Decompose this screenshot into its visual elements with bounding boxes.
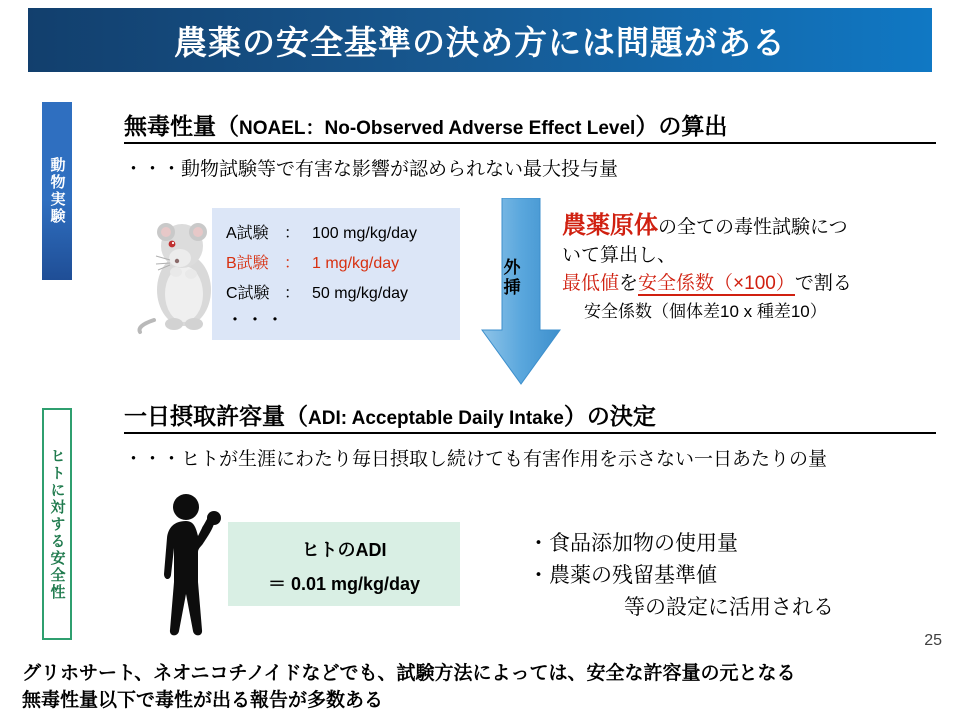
test-value: 50 mg/kg/day <box>312 285 409 302</box>
explanation-line3-post: で割る <box>794 273 852 294</box>
test-label: A試験 <box>226 225 269 242</box>
adi-heading <box>124 398 656 431</box>
explanation-line1-rest: の全ての毒性試験につ <box>658 217 848 238</box>
sidebar-tab-human-safety <box>42 408 72 640</box>
list-item: 等の設定に活用される <box>624 596 834 619</box>
test-more-indicator: ・・・ <box>226 310 286 330</box>
table-row <box>226 220 417 243</box>
test-colon: ： <box>284 255 301 272</box>
test-colon: ： <box>284 285 301 302</box>
noael-heading-post: ）の算出 <box>635 113 728 139</box>
extrapolation-label-line1: 外 <box>503 258 521 277</box>
noael-subtitle: ・・・動物試験等で有害な影響が認められない最大投与量 <box>124 159 619 180</box>
sidebar-tab-human-label: ヒトに対する安全性 <box>48 447 66 601</box>
sidebar-tab-animal-experiment <box>42 102 72 280</box>
test-value: 100 mg/kg/day <box>312 225 417 242</box>
explanation-safety-factor-detail: 安全係数（個体差10 x 種差10） <box>584 302 827 321</box>
test-colon: ： <box>284 225 301 242</box>
human-silhouette-icon <box>146 490 238 638</box>
animal-test-results-box <box>212 208 460 340</box>
slide-title-bar <box>28 8 932 72</box>
adi-heading-post: ）の決定 <box>563 403 656 429</box>
human-adi-title: ヒトのADI <box>301 540 387 560</box>
noael-heading-pre: 無毒性量（ <box>124 113 239 139</box>
noael-heading-en: NOAEL：No-Observed Adverse Effect Level <box>239 118 636 139</box>
human-adi-value: ＝ 0.01 mg/kg/day <box>267 574 421 594</box>
footer-note <box>22 660 942 714</box>
noael-heading-underline <box>124 142 936 144</box>
noael-heading <box>124 108 727 141</box>
extrapolation-label-line2: 挿 <box>503 278 521 297</box>
table-row <box>226 250 399 273</box>
list-item: ・農薬の残留基準値 <box>528 564 717 587</box>
page-number: 25 <box>924 632 942 649</box>
explanation-line3-mid: を <box>619 273 639 294</box>
adi-heading-en: ADI: Acceptable Daily Intake <box>308 408 564 429</box>
explanation-line2: いて算出し、 <box>562 245 677 266</box>
explanation-safety-factor: 安全係数（×100） <box>638 273 795 294</box>
adi-subtitle: ・・・ヒトが生涯にわたり毎日摂取し続けても有害作用を示さない一日あたりの量 <box>124 449 828 470</box>
safety-factor-explanation <box>562 212 942 326</box>
list-item: ・食品添加物の使用量 <box>528 532 738 555</box>
footer-note-line2: 無毒性量以下で毒性が出る報告が多数ある <box>22 690 384 711</box>
sidebar-tab-animal-label: 動物実験 <box>48 157 66 225</box>
extrapolation-label <box>500 258 524 298</box>
test-label: C試験 <box>226 285 270 302</box>
table-row <box>226 280 408 303</box>
adi-heading-pre: 一日摂取許容量（ <box>124 403 308 429</box>
page-title: 農薬の安全基準の決め方には問題がある <box>174 23 786 61</box>
adi-heading-underline <box>124 432 936 434</box>
test-value: 1 mg/kg/day <box>312 255 400 272</box>
human-adi-box <box>228 522 460 606</box>
test-label: B試験 <box>226 255 269 272</box>
explanation-lowest-value: 最低値 <box>562 273 620 294</box>
footer-note-line1: グリホサート、ネオニコチノイドなどでも、試験方法によっては、安全な許容量の元となる <box>22 663 796 684</box>
pesticide-active-ingredient-emphasis: 農薬原体 <box>562 212 658 239</box>
adi-usage-list <box>528 528 938 624</box>
